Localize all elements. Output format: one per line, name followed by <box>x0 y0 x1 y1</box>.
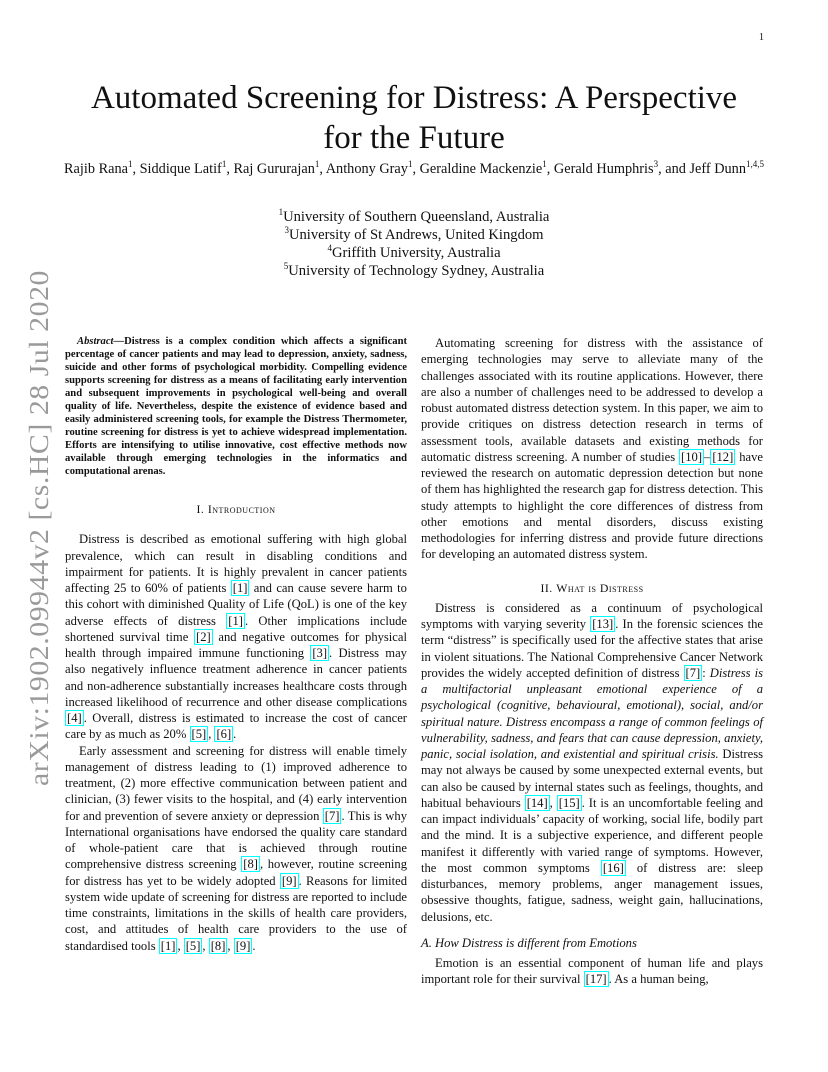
citation-link[interactable]: [5] <box>191 727 207 742</box>
paper-title <box>70 78 758 158</box>
author-affiliation-mark: 1 <box>127 159 133 170</box>
affiliation-mark: 1 <box>278 207 284 218</box>
citation-link[interactable]: [1] <box>228 613 243 628</box>
affiliation <box>62 262 766 280</box>
right-column <box>421 335 763 988</box>
arxiv-stamp-text: arXiv:1902.09944v2 [cs.HC] 28 Jul 2020 <box>24 318 54 786</box>
paragraph: Distress is considered as a continuum of psychological symptoms with varying severity [13] . In the forensic sciences the term “distress” is specifically used for the affective states that arise in violent situations. The National Comprehensive Cancer Network provides the widely accepted definition of distress [7] : Distress is a multifactorial unpleasant emotional experience of a psychological (cognitive, behavioural, emotional), social, and/or spiritual nature. Distress encompass a range of common feelings of vulnerability, sadness, and fears that can cause depression, anxiety, panic, social isolation, and existential and spiritual crisis. Distress may not always be caused by some unexpected external events, but can also be caused by internal states such as feelings, thoughts, and habitual behaviours [14] , [15] . It is an uncomfortable feeling and can impact individuals’ capacity of working, social life, bodily part and the mind. It is a subjective experience, and different people manifest it differently with varied range of symptoms. However, the most common symptoms [16] of distress are: sleep disturbances, memory problems, anger management issues, obsessive thoughts, fatigue, sadness, weight gain, hallucinations, delusions, etc. <box>421 600 764 924</box>
paragraph: Distress is described as emotional suffering with high global prevalence, which can result in disabling conditions and impairment for patients. It is highly prevalent in cancer patients affecting 25 to 60% of patients [1] and can cause severe harm to this cohort with diminished Quality of Life (QoL) is one of the key adverse effects of distress [1] . Other implications include shortened survival time [2] and negative outcomes for physical health through impaired immune functioning [3] . Distress may also negatively influence treatment adherence in cancer patients and non-adherence substantially increases healthcare costs through increased likelihood of recurrence and other disease complications [4] . Overall, distress is estimated to increase the cost of cancer care by as much as 20% [5] , [6] . <box>65 532 407 742</box>
citation-link[interactable]: [1] <box>160 938 176 953</box>
affiliation-text: University of St Andrews, United Kingdom <box>288 227 544 243</box>
citation-link[interactable]: [2] <box>196 629 211 644</box>
citation-link[interactable]: [16] <box>602 860 624 875</box>
paragraph: Emotion is an essential component of human life and plays important role for their survival [17] . As a human being, <box>421 956 763 987</box>
author-affiliation-mark: 1 <box>221 159 227 170</box>
citation-link[interactable]: [15] <box>558 795 580 810</box>
citation-link[interactable]: [7] <box>324 808 340 823</box>
author-affiliation-mark: 3 <box>653 159 659 170</box>
citation-link[interactable]: [17] <box>585 972 607 987</box>
affiliation-text: Griffith University, Australia <box>331 245 501 261</box>
title-line-2: for the Future <box>323 120 505 156</box>
citation-link[interactable]: [8] <box>210 938 226 953</box>
arxiv-stamp <box>12 266 60 786</box>
affiliation-list <box>62 208 766 280</box>
citation-link[interactable]: [9] <box>281 873 297 888</box>
author-name: Geraldine Mackenzie <box>419 161 543 177</box>
italic-definition: Distress is a multifactorial unpleasant emotional experience of a psychological (cognitive, behavioural, emotional), social, and/or spiritual nature. Distress encompass a range of common feelings of vulnerability, sadness, and fears that can cause depression, anxiety, panic, social isolation, and existential and spiritual crisis. <box>421 665 763 761</box>
author-name: Rajib Rana <box>64 161 128 177</box>
paragraph: Automating screening for distress with the assistance of emerging technologies may serve to alleviate many of the challenges associated with its routine applications. However, there are also a number of challenges need to be addressed to develop a robust automated distress detection system. In this paper, we aim to provide critiques on distress detection research in terms of assessment tools, available datasets and existing methods for automatic distress screening. A number of studies [10] – [12] have reviewed the research on automatic depression detection but none of them has highlighted the research gap for distress detection. This study attempts to highlight the core differences of distress from other emotions and mental disorders, discuss existing methodologies for inferring distress and provide future directions for developing an automated distress system. <box>421 336 764 562</box>
abstract <box>65 335 407 478</box>
left-column <box>65 335 407 954</box>
citation-link[interactable]: [3] <box>312 646 328 660</box>
affiliation <box>62 244 766 262</box>
section-heading-introduction: I. Introduction <box>196 502 276 516</box>
author-name: Gerald Humphris <box>553 161 654 177</box>
citation-link[interactable]: [10] <box>681 449 703 464</box>
citation-link[interactable]: [4] <box>67 711 82 725</box>
page-number: 1 <box>759 32 764 43</box>
author-affiliation-mark: 1 <box>314 159 320 170</box>
citation-link[interactable]: [12] <box>712 449 734 464</box>
citation-link[interactable]: [8] <box>243 857 258 872</box>
affiliation-text: University of Southern Queensland, Australia <box>283 209 550 225</box>
paragraph: Early assessment and screening for distress will enable timely management of distress leading to (1) improved adherence to treatment, (2) more effective communication between patient and clinician, (3) fewer visits to the hospital, and (4) early intervention for and prevention of severe anxiety or depression [7] . This is why International organisations have endorsed the quality care standard of whole-patient care that is achieved through routine comprehensive distress screening [8] , however, routine screening for distress has yet to be widely adopted [9] . Reasons for limited system wide update of screening for distress are reported to include time constraints, limitations in the skills of health care providers, cost, and attitudes of health care providers to the use of standardised tools [1] , [5] , [8] , [9] . <box>65 743 407 953</box>
author-affiliation-mark: 1 <box>407 159 413 170</box>
citation-link[interactable]: [14] <box>526 795 548 810</box>
abstract-text: —Distress is a complex condition which affects a significant percentage of cancer patients and may lead to depression, anxiety, sadness, suicide and other forms of psychological morbidity. Compelling evidence supports screening for distress as a means of facilitating early intervention and subsequent improvements in psychological well-being and overall quality of life. Nevertheless, despite the existence of evidence based and easily administered screening tools, for example the Distress Thermometer, routine screening for distress is yet to achieve widespread implementation. Efforts are intensifying to utilise innovative, cost effective methods now available through emerging technologies in the informatics and computational arenas. <box>65 336 407 477</box>
author-list: Rajib Rana$^1$, Siddique Latif$^1$, Raj Gururajan$^1$, Anthony Gray$^1$, Geraldine Mackenzie$^1$, Gerald Humphris$^3$, and Jeff Dunn$^{1,4,5}$ <box>64 159 764 177</box>
subsection-heading-emotions: A. How Distress is different from Emotions <box>421 935 637 950</box>
citation-link[interactable]: [5] <box>185 938 201 953</box>
affiliation-mark: 5 <box>283 261 289 272</box>
author-affiliation-mark: 1,4,5 <box>745 159 764 170</box>
citation-link[interactable]: [1] <box>232 581 248 595</box>
citation-link[interactable]: [6] <box>216 727 232 742</box>
author-name: Anthony Gray <box>325 161 408 177</box>
citation-link[interactable]: [7] <box>685 665 701 680</box>
author-affiliation-mark: 1 <box>542 159 547 170</box>
affiliation-mark: 3 <box>284 225 289 236</box>
citation-link[interactable]: [13] <box>592 617 614 631</box>
citation-link[interactable]: [9] <box>235 938 251 953</box>
affiliation <box>62 226 766 244</box>
affiliation-mark: 4 <box>327 243 332 254</box>
section-heading-what-is-distress: II. What is Distress <box>540 580 644 595</box>
title-line-1: Automated Screening for Distress: A Perspective <box>90 80 738 116</box>
affiliation-text: University of Technology Sydney, Australia <box>288 263 545 279</box>
author-name: Siddique Latif <box>139 161 222 177</box>
abstract-lead: Abstract <box>77 336 114 347</box>
author-name: Jeff Dunn <box>689 161 746 177</box>
affiliation <box>62 208 766 226</box>
author-name: Raj Gururajan <box>233 161 315 177</box>
